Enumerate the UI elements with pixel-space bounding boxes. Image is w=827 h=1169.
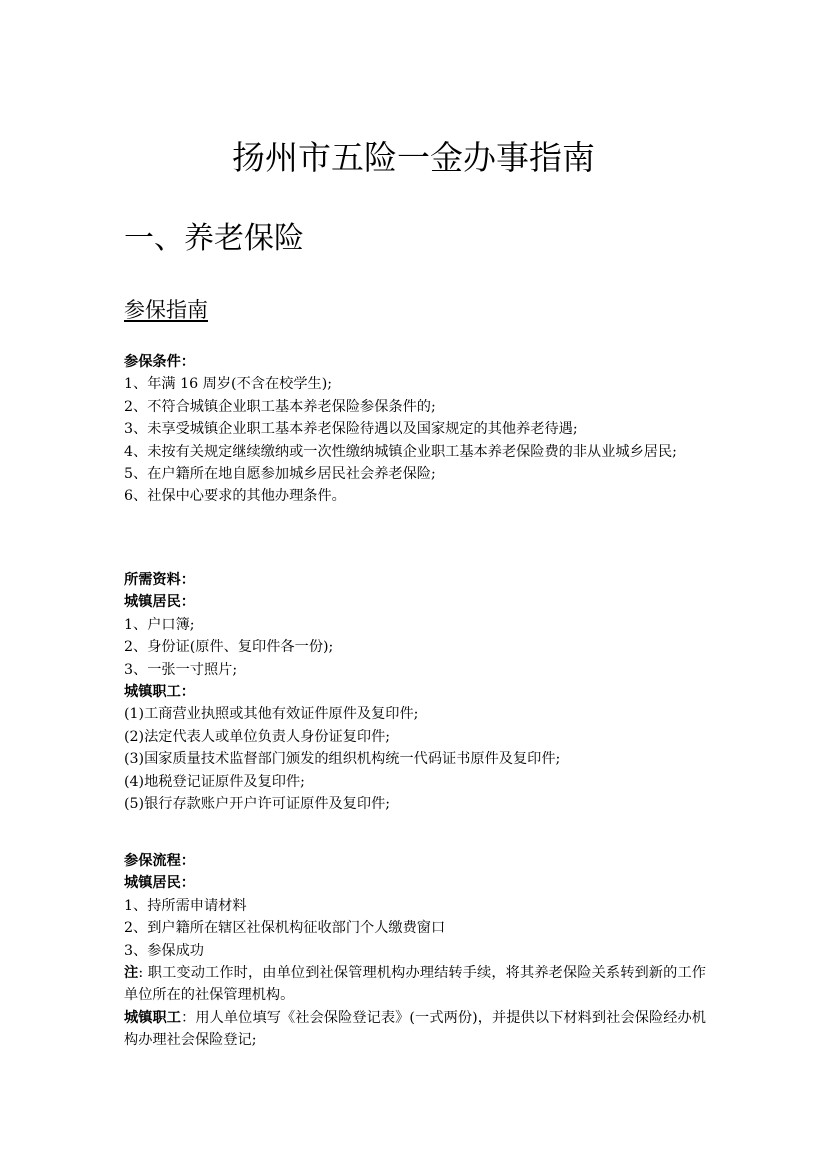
materials-heading: 所需资料： [124,572,195,588]
worker-label: 城镇职工 [124,1009,182,1026]
document-title: 扬州市五险一金办事指南 [232,138,595,177]
section-heading: 一、养老保险 [124,221,304,256]
list-item: 5、在户籍所在地自愿参加城乡居民社会养老保险; [124,466,436,483]
note-text: : 职工变动工作时，由单位到社保管理机构办理结转手续，将其养老保险关系转到新的工作单位所在的社保管理机构。 [124,965,706,1004]
list-item: 3、一张一寸照片; [124,661,238,678]
list-item: (4)地税登记证原件及复印件; [124,773,305,790]
worker-paragraph [124,1007,706,1052]
list-item: 1、年满 16 周岁(不含在校学生); [124,376,333,393]
list-item: 2、到户籍所在辖区社保机构征收部门个人缴费窗口 [124,920,446,937]
materials-worker-heading: 城镇职工： [124,684,195,701]
list-item: 4、未按有关规定继续缴纳或一次性缴纳城镇企业职工基本养老保险费的非从业城乡居民; [124,443,677,460]
process-block [124,850,706,1052]
worker-text: ：用人单位填写《社会保险登记表》(一式两份)，并提供以下材料到社会保险经办机构办理社会保险登记; [124,1009,706,1049]
list-item: (1)工商营业执照或其他有效证件原件及复印件; [124,706,419,723]
process-resident-heading: 城镇居民： [124,875,195,892]
conditions-block [124,351,706,508]
subsection-heading: 参保指南 [124,298,208,322]
list-item: 1、户口簿; [124,616,195,633]
list-item: (5)银行存款账户开户许可证原件及复印件; [124,796,391,813]
list-item: 2、身份证(原件、复印件各一份); [124,639,334,656]
note-paragraph [124,962,706,1007]
list-item: 6、社保中心要求的其他办理条件。 [124,488,346,505]
materials-resident-heading: 城镇居民： [124,594,195,611]
list-item: 1、持所需申请材料 [124,897,247,914]
conditions-heading: 参保条件： [124,354,195,370]
list-item: (2)法定代表人或单位负责人身份证复印件; [124,728,391,745]
list-item: 2、不符合城镇企业职工基本养老保险参保条件的; [124,398,436,415]
process-heading: 参保流程： [124,853,195,869]
list-item: (3)国家质量技术监督部门颁发的组织机构统一代码证书原件及复印件; [124,751,561,768]
materials-block [124,569,706,815]
list-item: 3、参保成功 [124,942,204,959]
list-item: 3、未享受城镇企业职工基本养老保险待遇以及国家规定的其他养老待遇; [124,421,578,438]
note-label: 注 [124,965,139,982]
